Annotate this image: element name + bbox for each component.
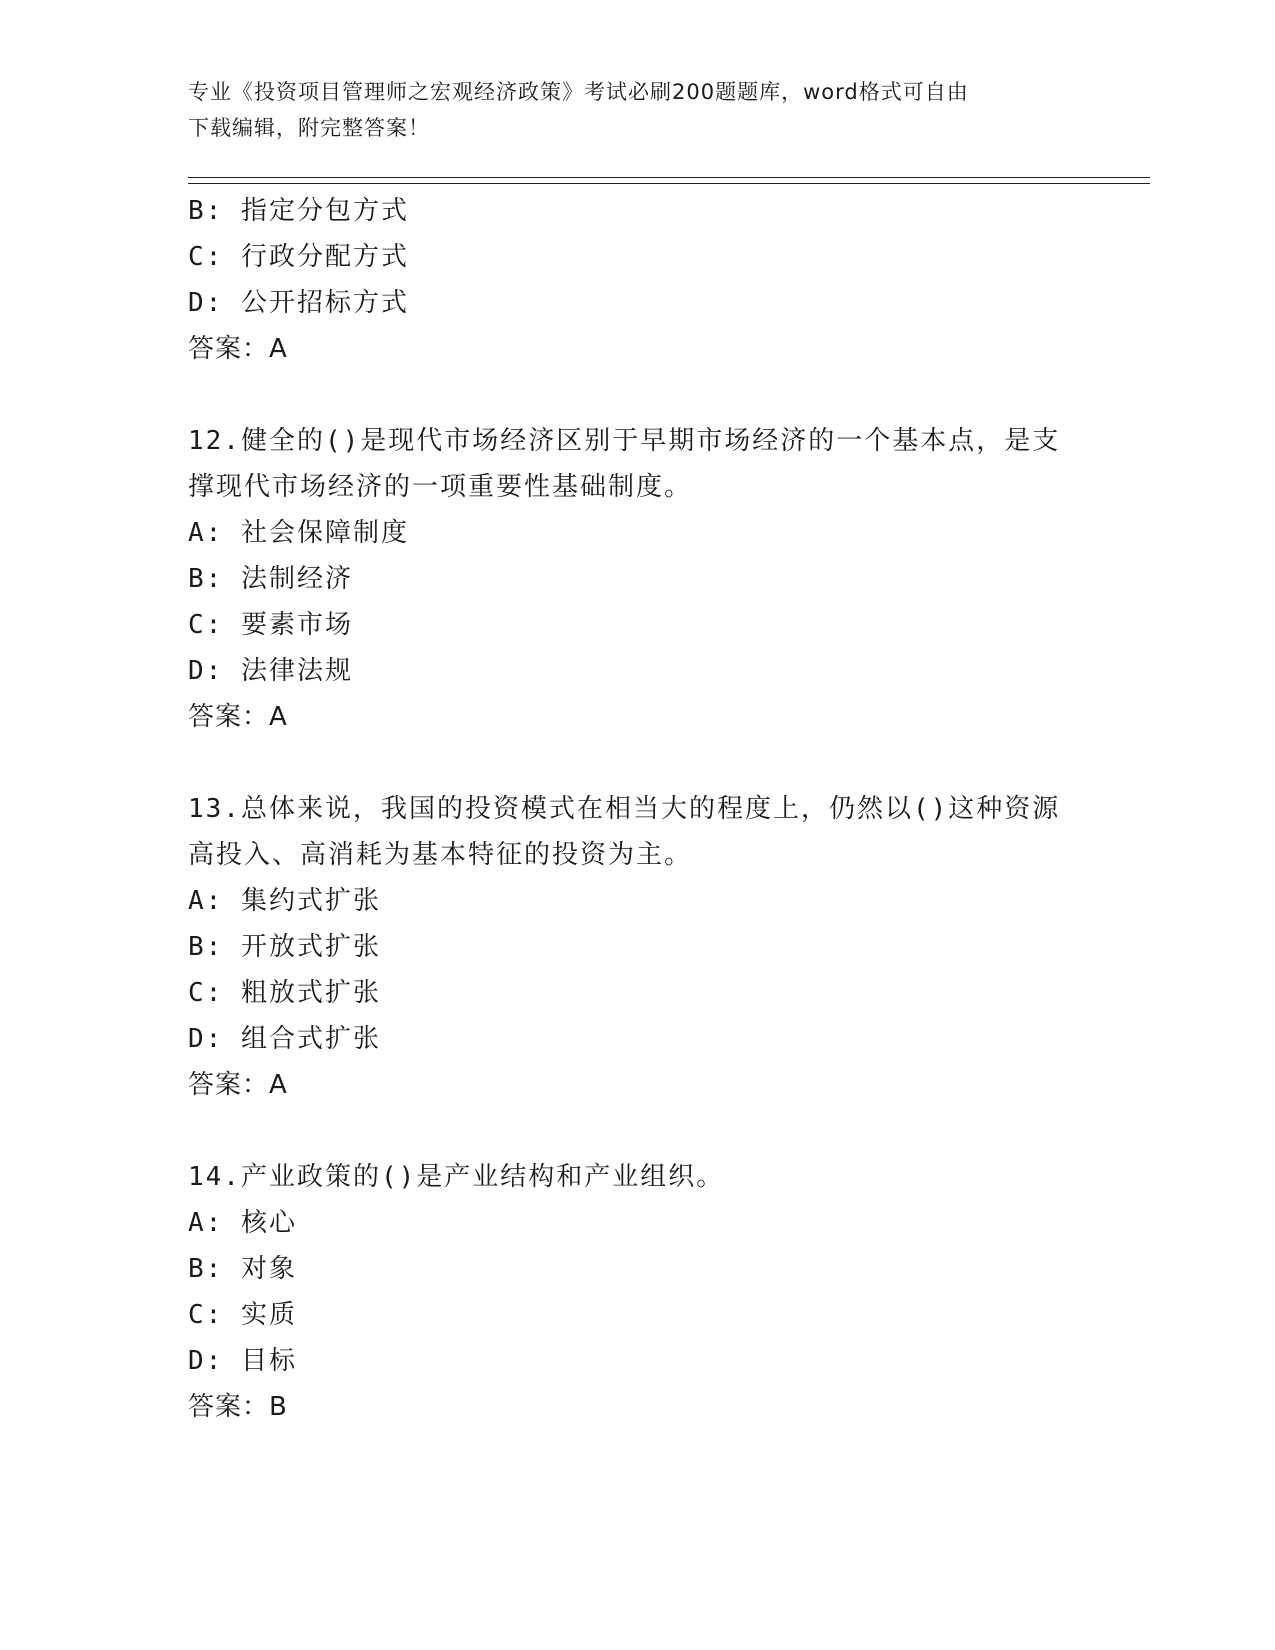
option-d: D: 公开招标方式 xyxy=(188,288,409,318)
option-b: B: 法制经济 xyxy=(188,564,353,594)
option-b: B: 开放式扩张 xyxy=(188,932,381,962)
question-stem-line-1: 14.产业政策的()是产业结构和产业组织。 xyxy=(188,1162,725,1192)
question-list xyxy=(188,188,1088,1430)
question-12 xyxy=(188,418,1088,740)
question-stem-line-2: 撑现代市场经济的一项重要性基础制度。 xyxy=(188,472,693,502)
option-d: D: 目标 xyxy=(188,1346,297,1376)
option-c: C: 粗放式扩张 xyxy=(188,978,381,1008)
question-stem-line-1: 13.总体来说，我国的投资模式在相当大的程度上，仍然以()这种资源 xyxy=(188,794,1061,824)
header-line-1: 专业《投资项目管理师之宏观经济政策》考试必刷200题题库，word格式可自由 xyxy=(188,80,969,104)
option-c: C: 行政分配方式 xyxy=(188,242,409,272)
header-line-2: 下载编辑，附完整答案！ xyxy=(188,116,430,140)
option-a: A: 核心 xyxy=(188,1208,297,1238)
answer: 答案：A xyxy=(188,334,288,364)
question-11 xyxy=(188,188,1088,372)
option-b: B: 指定分包方式 xyxy=(188,196,409,226)
spacer xyxy=(188,740,1088,786)
option-c: C: 要素市场 xyxy=(188,610,353,640)
question-stem-line-1: 12.健全的()是现代市场经济区别于早期市场经济的一个基本点，是支 xyxy=(188,426,1061,456)
question-stem-line-2: 高投入、高消耗为基本特征的投资为主。 xyxy=(188,840,693,870)
answer: 答案：A xyxy=(188,1070,288,1100)
option-a: A: 集约式扩张 xyxy=(188,886,381,916)
option-a: A: 社会保障制度 xyxy=(188,518,409,548)
option-c: C: 实质 xyxy=(188,1300,297,1330)
answer: 答案：A xyxy=(188,702,288,732)
option-d: D: 法律法规 xyxy=(188,656,353,686)
document-header xyxy=(188,74,1088,146)
spacer xyxy=(188,372,1088,418)
spacer xyxy=(188,1108,1088,1154)
option-d: D: 组合式扩张 xyxy=(188,1024,381,1054)
question-13 xyxy=(188,786,1088,1108)
question-14 xyxy=(188,1154,1088,1430)
header-divider-bottom xyxy=(188,183,1150,184)
header-divider-top xyxy=(188,177,1150,178)
option-b: B: 对象 xyxy=(188,1254,297,1284)
answer: 答案：B xyxy=(188,1392,288,1422)
